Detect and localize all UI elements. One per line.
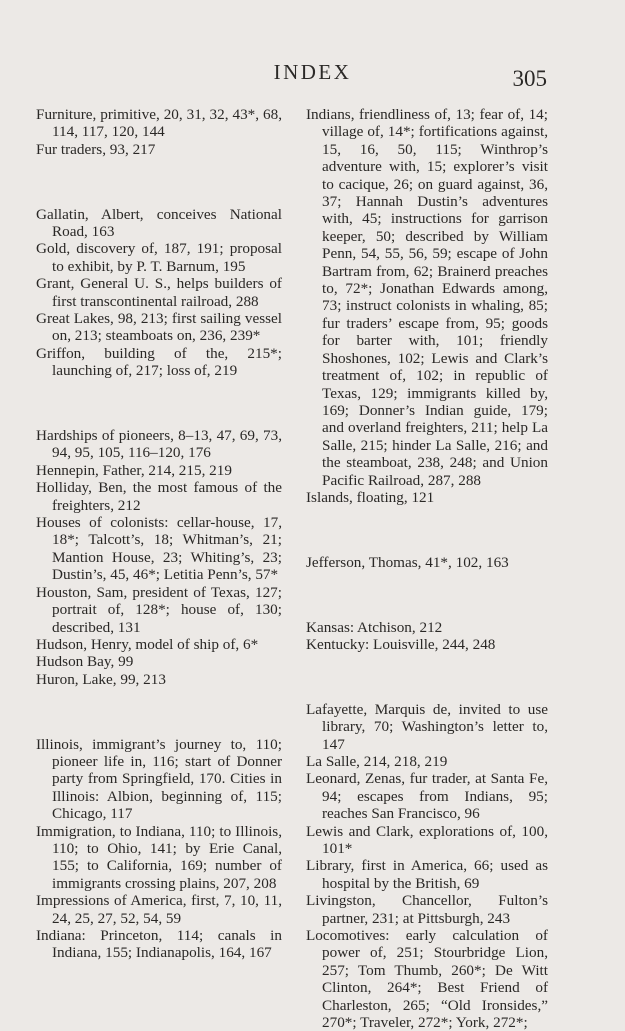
index-entry: Kentucky: Louisville, 244, 248 (306, 635, 496, 653)
index-entry: Jefferson, Thomas, 41*, 102, 163 (306, 553, 509, 571)
section-gap (306, 669, 548, 686)
index-entry: Grant, General U. S., helps builders of first transcontinental railroad, 288 (36, 275, 282, 310)
index-entry: Hudson, Henry, model of ship of, 6* (36, 635, 259, 653)
index-entry: Hudson Bay, 99 (36, 653, 134, 671)
index-entry: Gallatin, Albert, conceives National Road, 163 (36, 205, 282, 240)
index-entry: Hardships of pioneers, 8–13, 47, 69, 73, 94, 95, 105, 116–120, 176 (36, 427, 282, 462)
index-entry: Lewis and Clark, explorations of, 100, 101* (306, 822, 548, 857)
index-entry: Huron, Lake, 99, 213 (36, 670, 166, 688)
index-entry: Indians, friendliness of, 13; fear of, 14; village of, 14*; fortifications against, 15, 16, 50, 115; Winthrop’s adventure with, 15; explorer’s visit to cacique, 26; on guard against, 36, 37; Hannah Dustin’s adventures with, 45; instructions for garrison keeper, 50; described by William Penn, 54, 55, 56, 59; escape of John Bartram from, 62; Brainerd preaches to, 72*; Jonathan Edwards among, 73; instruct colonists in whaling, 85; fur traders’ escape from, 95; goods for barter with, 101; friendly Shoshones, 102; Lewis and Clark’s treatment of, 102; in republic of Texas, 129; immigrants killed by, 169; Donner’s Indian guide, 179; and overland freighters, 211; help La Salle, 215; hinder La Salle, 216; and the steamboat, 238, 248; and Union Pacific Railroad, 287, 288 (306, 106, 548, 489)
index-entry: Islands, floating, 121 (306, 488, 435, 506)
index-entry: Great Lakes, 98, 213; first sailing vessel on, 213; steamboats on, 236, 239* (36, 310, 282, 345)
index-entry: Illinois, immigrant’s journey to, 110; pioneer life in, 116; start of Donner party from Springfield, 170. Cities in Illinois: Albion, beginning of, 115; Chicago, 117 (36, 735, 282, 823)
index-entry: Houston, Sam, president of Texas, 127; portrait of, 128*; house of, 130; described, 131 (36, 583, 282, 636)
index-entry: Library, first in America, 66; used as hospital by the British, 69 (306, 857, 548, 892)
index-entry: Holliday, Ben, the most famous of the freighters, 212 (36, 479, 282, 514)
page-number: 305 (512, 66, 547, 91)
index-entry: La Salle, 214, 218, 219 (306, 752, 448, 770)
index-entry: Gold, discovery of, 187, 191; proposal to exhibit, by P. T. Barnum, 195 (36, 240, 282, 275)
index-column-right (306, 106, 548, 1031)
page-title: INDEX (273, 60, 352, 84)
index-entry: Houses of colonists: cellar-house, 17, 18*; Talcott’s, 18; Whitman’s, 21; Mantion House, 23; Whiting’s, 23; Dustin’s, 45, 46*; Letitia Penn’s, 57* (36, 514, 282, 584)
index-entry: Locomotives: early calculation of power of, 251; Stourbridge Lion, 257; Tom Thumb, 260*; De Witt Clinton, 264*; Best Friend of Charleston, 265; “Old Ironsides,” 270*; Traveler, 272*; York, 272*; (306, 926, 548, 1031)
index-entry: Kansas: Atchison, 212 (306, 618, 443, 636)
section-gap (306, 522, 548, 539)
index-column-left (36, 106, 282, 962)
index-entry: Griffon, building of the, 215*; launching of, 217; loss of, 219 (36, 344, 282, 380)
index-entry: Lafayette, Marquis de, invited to use library, 70; Washington’s letter to, 147 (306, 700, 548, 753)
section-gap (36, 173, 282, 190)
index-entry: Indiana: Princeton, 114; canals in Indiana, 155; Indianapolis, 164, 167 (36, 926, 282, 962)
index-entry: Hennepin, Father, 214, 215, 219 (36, 461, 232, 479)
section-gap (36, 703, 282, 720)
index-entry: Impressions of America, first, 7, 10, 11, 24, 25, 27, 52, 54, 59 (36, 892, 282, 927)
index-entry: Livingston, Chancellor, Fulton’s partner, 231; at Pittsburgh, 243 (306, 892, 548, 927)
section-gap (306, 586, 548, 603)
index-entry: Fur traders, 93, 217 (36, 140, 156, 158)
index-entry: Immigration, to Indiana, 110; to Illinois, 110; to Ohio, 141; by Erie Canal, 155; to California, 169; number of immigrants crossing plains, 207, 208 (36, 822, 282, 892)
index-entry: Leonard, Zenas, fur trader, at Santa Fe, 94; escapes from Indians, 95; reaches San Francisco, 96 (306, 770, 548, 823)
section-gap (36, 395, 282, 412)
index-entry: Furniture, primitive, 20, 31, 32, 43*, 68, 114, 117, 120, 144 (36, 106, 282, 141)
page-header (0, 60, 625, 96)
